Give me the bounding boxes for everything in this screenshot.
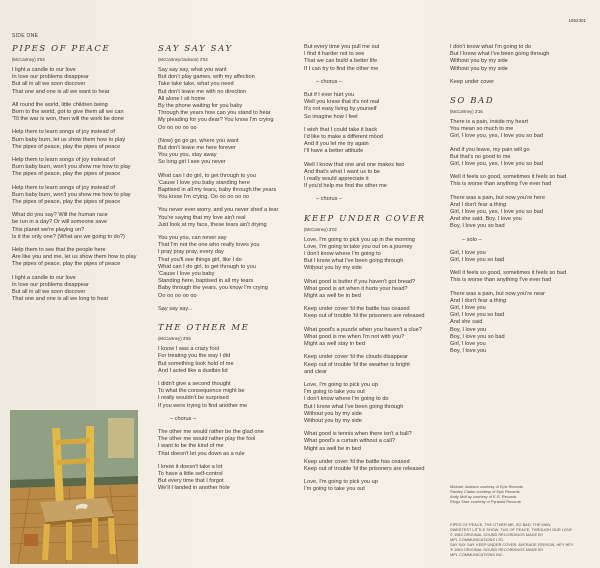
credit-line: Andy McKay courtesy of E.G. Records: [450, 494, 517, 499]
lyric-line: To what the consequence might be: [158, 388, 245, 395]
lyric-line: Keep out of trouble 'til the prisoners are released: [304, 313, 425, 320]
lyrics-say-say-say: [158, 67, 298, 313]
lyric-line: Say say say...: [158, 305, 193, 312]
lyric-line: I'd like to make a different mood: [304, 134, 384, 141]
lyric-line: That doesn't let you down as a rule: [158, 450, 245, 457]
lyric-line: What good is me when I'm not with you?: [304, 333, 405, 340]
song-credit: (McCartney) 3'02: [304, 226, 337, 232]
lyric-line: So imagine how I feel: [304, 113, 358, 120]
lyric-line: That one and one is all we long to hear: [12, 296, 109, 303]
lyric-line: Without you by my side: [450, 58, 508, 65]
lyric-line: Burn baby burn, won't you show me how to play: [12, 164, 131, 171]
lyric-line: – chorus –: [170, 415, 197, 422]
stanza: [304, 354, 446, 376]
song-title-so-bad: SO BAD: [450, 96, 495, 107]
lyric-line: Born to the world, got to give them all we can: [12, 109, 124, 116]
lyric-line: be run in a day? Or will someone save: [12, 219, 108, 226]
lyric-line: Just look at my face, these tears ain't drying: [158, 221, 267, 228]
copyright-notice: [450, 522, 595, 557]
legal-line: © 1983 ORIGINAL SOUND RECORDINGS MADE BY: [450, 532, 544, 537]
stanza: [12, 247, 152, 269]
stanza: [158, 173, 298, 202]
song-credit: (McCartney) 2'54: [12, 57, 45, 62]
lyric-line: – chorus –: [316, 196, 343, 203]
lyric-line: You you you, can never say: [158, 235, 227, 242]
lyric-line: If you'd help me find the other me: [304, 183, 387, 190]
lyric-line: Help them to learn songs of joy instead of: [12, 184, 115, 191]
lyric-line: – chorus –: [316, 78, 343, 85]
lyric-line: I'm going to take you out: [304, 389, 365, 396]
lyric-line: Oo oo oo oo oo: [158, 124, 197, 131]
artist-credits: [450, 484, 595, 504]
lyric-line: – solo –: [462, 236, 482, 243]
lyrics-pipes-of-peace: [12, 67, 152, 303]
lyric-line: But something took hold of me: [158, 360, 234, 367]
lyric-line: Baby through the years, you know I'm crying: [158, 285, 268, 292]
lyric-line: Say say say, what you want: [158, 67, 227, 73]
lyric-line: I want to be the kind of me: [158, 443, 224, 450]
column-1: [12, 44, 152, 309]
lyrics-the-other-me-continued: [304, 44, 446, 204]
stanza: [304, 459, 446, 473]
lyric-line: The pipes of peace, play the pipes of peace: [12, 261, 121, 268]
lyric-line: 'Cause I love you baby standing here: [158, 179, 250, 186]
stanza: [12, 212, 152, 241]
lyric-line: For treating you the way I did: [158, 353, 231, 360]
stanza: [158, 416, 298, 423]
song-title-pipes-of-peace: PIPES OF PEACE: [12, 44, 111, 54]
lyric-line: My pleading for you dear? You know I'm crying: [158, 117, 274, 124]
lyric-line: I really wouldn't be surprised: [158, 395, 229, 402]
lyric-line: Help them to learn songs of joy instead of: [12, 157, 115, 164]
stanza: [12, 157, 152, 179]
stanza: [450, 44, 592, 73]
lyric-line: I'll have a better attitude: [304, 148, 364, 155]
lyric-line: Girl, I love you, yes, I love you so bad: [450, 161, 543, 168]
lyric-line: Well you know that it's not real: [304, 99, 380, 106]
lyric-line: All alone I sit home: [158, 95, 206, 102]
lyric-line: That you'll see things girl, like I do: [158, 256, 242, 263]
lyric-line: I'm going to take you out: [304, 486, 365, 493]
lyric-line: I don't know where I'm going to: [304, 251, 381, 258]
stanza: [450, 250, 592, 264]
lyric-line: This planet we're playing on?: [12, 226, 85, 233]
lyric-line: Oo oo oo oo oo: [158, 292, 197, 299]
lyric-line: Keep under cover 'til the battle has ceased: [304, 306, 410, 313]
stanza: [304, 237, 446, 273]
lyric-line: I know I was a crazy fool: [158, 346, 219, 353]
stanza: [304, 279, 446, 301]
stanza: [304, 79, 446, 86]
stanza: [12, 102, 152, 124]
lyric-line: And I don't fear a thing: [450, 201, 507, 208]
lyric-line: If you were trying to find another me: [158, 402, 248, 409]
lyric-line: What good is butter if you haven't got bread?: [304, 278, 416, 285]
legal-line: ℗ 1983 ORIGINAL SOUND RECORDINGS MADE BY: [450, 547, 544, 552]
lyric-line: Love, I'm going to pick you up: [304, 479, 378, 486]
stanza: [158, 346, 298, 375]
lyric-line: Boy, I love you: [450, 348, 487, 355]
song-credit: (McCartney/Jackson) 3'54: [158, 57, 208, 62]
lyric-line: Might as well be in bed: [304, 293, 361, 300]
credit-line: Stanley Clarke courtesy of Epic Records: [450, 489, 520, 494]
lyric-line: (Now) go go go, where you want: [158, 137, 239, 144]
stanza: [158, 67, 298, 132]
side-label: SIDE ONE: [12, 33, 39, 39]
lyric-line: 'Til the war is won, then will the work be done: [12, 116, 124, 123]
lyric-line: I didn't give a second thought: [158, 380, 231, 387]
lyric-line: Are like you and me, let us show them how to play: [12, 254, 137, 261]
lyric-line: But every time you pull me out: [304, 44, 380, 50]
lyric-line: But don't leave me with no direction: [158, 88, 247, 95]
legal-line: SWEETEST LITTLE SHOW, TUG OF PEACE, THROUGH OUR LOVE: [450, 527, 573, 532]
lyric-line: The pipes of peace, play the pipes of peace: [12, 143, 121, 150]
lyric-line: In love our problems disappear: [12, 281, 89, 288]
lyric-line: In love our problems disappear: [12, 74, 89, 81]
lyric-line: I know it doesn't take a lot: [158, 463, 223, 470]
stanza: [158, 381, 298, 410]
lyric-line: You you you, stay away: [158, 152, 217, 159]
stanza: [304, 327, 446, 349]
lyric-line: But all in all we soon discover: [12, 81, 86, 88]
lyric-line: But every time that I forgot: [158, 478, 224, 485]
stanza: [304, 306, 446, 320]
legal-line: SAY SAY SAY, KEEP UNDER COVER, AVERAGE PERSON, HEY HEY: [450, 542, 574, 547]
legal-line: MPL COMMUNICATIONS INC.: [450, 552, 504, 557]
lyric-line: There was a pain, but now you're near: [450, 290, 545, 297]
lyric-line: I light a candle to our love: [12, 274, 76, 281]
lyric-line: I find it harder not to see: [304, 51, 365, 58]
lyric-line: This is worse than anything I've ever had: [450, 181, 552, 188]
song-credit: (McCartney) 3'56: [158, 336, 191, 342]
stanza: [158, 235, 298, 300]
lyric-line: Standing here, baptised in all my tears: [158, 278, 254, 285]
lyric-line: You never ever worry, and you never shed a tear: [158, 207, 279, 214]
credit-line: Ringo Starr courtesy of Pyramid Records: [450, 499, 521, 504]
lyric-line: 'Cause I love you baby: [158, 271, 215, 278]
stanza: [450, 270, 592, 284]
song-title-keep-under-cover: KEEP UNDER COVER: [304, 213, 426, 224]
lyric-line: The pipes of peace, play the pipes of peace: [12, 199, 121, 206]
lyric-line: Help them to see that the people here: [12, 247, 106, 254]
lyric-line: Keep out of trouble 'til the prisoners are released: [304, 465, 425, 472]
lyric-line: The pipes of peace, play the pipes of peace: [12, 171, 121, 178]
lyric-line: But if I ever hurt you: [304, 92, 355, 99]
lyric-line: Without you by my side: [304, 265, 362, 272]
lyric-line: Is it the only one? (What are we going to do?): [12, 233, 125, 240]
lyric-line: Love, I'm going to pick you up in the morning: [304, 236, 415, 243]
stanza: [304, 431, 446, 453]
stanza: [12, 185, 152, 207]
lyric-line: And she said, Boy, I love you: [450, 216, 522, 223]
lyric-line: I wish that I could take it back: [304, 126, 378, 133]
column-4: [450, 44, 592, 362]
lyric-line: And she said: [450, 319, 483, 326]
lyric-line: That we can build a better life: [304, 58, 378, 65]
stanza: [450, 79, 592, 86]
lyric-line: Without you by my side: [304, 410, 362, 417]
lyric-line: You know I'm crying. Oo oo oo oo oo: [158, 194, 250, 201]
lyric-line: Boy, I love you: [450, 326, 487, 333]
lyric-line: Girl, I love you: [450, 305, 486, 312]
song-title-say-say-say: SAY SAY SAY: [158, 44, 233, 54]
lyric-line: Girl, I love you so bad: [450, 312, 505, 319]
stanza: [304, 479, 446, 493]
lyric-line: Love, I'm going to take you out on a journey: [304, 243, 413, 250]
lyric-line: Girl, I love you so bad: [450, 257, 505, 264]
lyric-line: All round the world, little children being: [12, 101, 108, 108]
lyric-line: and clear: [304, 368, 328, 375]
lyric-line: Take take take, what you need: [158, 81, 234, 88]
stanza: [450, 237, 592, 244]
lyric-line: Keep under cover 'til the clouds disappear: [304, 354, 408, 361]
lyric-line: We'll I landed in another hole: [158, 485, 230, 492]
lyric-line: To have a little self-control: [158, 470, 223, 477]
lyric-line: I don't know where I'm going to do: [304, 396, 389, 403]
lyric-line: Girl, I love you: [450, 341, 486, 348]
lyric-line: Burn baby burn, let us show them how to play: [12, 136, 126, 143]
lyric-line: Burn baby burn, won't you show me how to play: [12, 191, 131, 198]
lyric-line: Boy, I love you so bad: [450, 333, 505, 340]
stanza: [304, 382, 446, 425]
lyric-line: But don't leave me here forever: [158, 145, 236, 152]
lyric-line: Baptised in all my tears, baby through the years: [158, 187, 277, 194]
stanza: [450, 291, 592, 356]
lyric-line: And if you let me try again: [304, 141, 369, 148]
lyric-line: What can I do girl, to get through to you: [158, 172, 256, 179]
lyric-line: I don't know what I'm going to do: [450, 44, 532, 50]
column-2: [158, 44, 298, 499]
stanza: [12, 129, 152, 151]
lyric-line: What good is art when it hurts your head?: [304, 285, 408, 292]
legal-line: MPL COMMUNICATIONS LTD.: [450, 537, 505, 542]
legal-line: PIPES OF PEACE, THE OTHER ME, SO BAD, THE MAN,: [450, 522, 552, 527]
lyric-line: I really would appreciate it: [304, 176, 369, 183]
stanza: [304, 162, 446, 191]
lyric-line: Might as well stay in bed: [304, 341, 365, 348]
lyric-line: By the phone waiting for you baby: [158, 103, 243, 110]
lyric-line: What good is tennis when there isn't a ball?: [304, 431, 412, 438]
lyric-line: You're saying that my love ain't real: [158, 214, 246, 221]
lyric-line: That I'm not the one who really loves you: [158, 242, 260, 249]
lyric-line: The other me would rather play the fool: [158, 436, 256, 443]
lyric-line: What do you say? Will the human race: [12, 212, 108, 219]
lyric-line: Keep out of trouble 'til the weather is bright: [304, 361, 410, 368]
lyrics-so-bad: [450, 119, 592, 355]
lyric-line: And I acted like a dustbin lid: [158, 367, 228, 374]
lyric-line: It's not easy living by yourself: [304, 106, 377, 113]
lyric-line: But don't play games, with my affection: [158, 74, 255, 81]
lyric-line: Love, I'm going to pick you up: [304, 381, 378, 388]
stanza: [450, 147, 592, 169]
lyric-line: Help them to learn songs of joy instead of: [12, 129, 115, 136]
lyric-line: What can I do girl, to get through to you: [158, 263, 256, 270]
stanza: [304, 127, 446, 156]
lyric-line: I pray pray pray, every day: [158, 249, 224, 256]
stanza: [158, 138, 298, 167]
lyric-line: The other me would rather be the glad one: [158, 428, 264, 435]
lyric-line: There is a pain, inside my heart: [450, 119, 529, 126]
lyrics-the-other-me: [158, 346, 298, 492]
stanza: [304, 196, 446, 203]
stanza: [450, 119, 592, 141]
lyric-line: I light a candle to our love: [12, 67, 76, 73]
song-title-the-other-me: THE OTHER ME: [158, 323, 250, 334]
lyric-line: Keep under cover: [450, 78, 495, 85]
lyric-line: But that's no good to me: [450, 153, 511, 160]
catalog-number: 1652301: [568, 18, 586, 23]
lyric-line: Keep under cover 'til the battle has ceased: [304, 458, 410, 465]
stanza: [12, 275, 152, 304]
lyric-line: Without you by my side: [304, 417, 362, 424]
lyric-line: But I know what I've been going through: [304, 258, 404, 265]
lyric-line: And I don't fear a thing: [450, 297, 507, 304]
lyric-line: Girl, I love you, yes, I love you so bad: [450, 133, 543, 140]
lyric-line: Well it feels so good, sometimes it feels so bad: [450, 174, 567, 181]
lyric-line: But I know what I've been going through: [304, 403, 404, 410]
lyrics-keep-under-cover-continued: [450, 44, 592, 86]
lyrics-keep-under-cover: [304, 237, 446, 494]
lyric-line: But all in all we soon discover: [12, 289, 86, 296]
column-3: [304, 44, 446, 500]
stanza: [158, 464, 298, 493]
lyric-line: What good's a puzzle when you haven't a clue?: [304, 326, 422, 333]
lyric-line: But I know what I've been going through: [450, 51, 550, 58]
chair-painting-image: [10, 410, 138, 564]
song-credit: (McCartney) 3'16: [450, 109, 483, 115]
lyric-line: So long girl I see you never: [158, 159, 226, 166]
lyric-line: Boy, I love you so bad: [450, 223, 505, 230]
lyric-line: Girl, I love you, yes, I love you so bad: [450, 209, 543, 216]
stanza: [304, 44, 446, 73]
stanza: [158, 207, 298, 229]
stanza: [12, 67, 152, 96]
credit-line: Michael Jackson courtesy of Epic Records: [450, 484, 524, 489]
lyric-line: This is worse than anything I've ever had: [450, 277, 552, 284]
lyric-line: Without you by my side: [450, 65, 508, 72]
lyric-line: And if you leave, my pain will go: [450, 146, 530, 153]
lyric-line: Might as well be in bed: [304, 445, 361, 452]
lyric-line: If I can try to find the other me: [304, 65, 379, 72]
lyric-line: And that's what I want us to be: [304, 168, 381, 175]
stanza: [450, 195, 592, 231]
stanza: [158, 306, 298, 313]
lyric-line: What good's a curtain without a call?: [304, 438, 395, 445]
stanza: [158, 429, 298, 458]
lyric-line: There was a pain, but now you're here: [450, 194, 545, 201]
lyric-line: That one and one is all we want to hear: [12, 88, 110, 95]
stanza: [450, 174, 592, 188]
lyric-line: Through the years how can you stand to hear: [158, 110, 271, 117]
lyric-line: Well I know that one and one makes two: [304, 161, 405, 168]
lyric-line: Girl, I love you: [450, 249, 486, 256]
stanza: [304, 92, 446, 121]
lyric-line: Well it feels so good, sometimes it feels so bad: [450, 270, 567, 277]
lyric-line: You mean so much to me: [450, 126, 514, 133]
